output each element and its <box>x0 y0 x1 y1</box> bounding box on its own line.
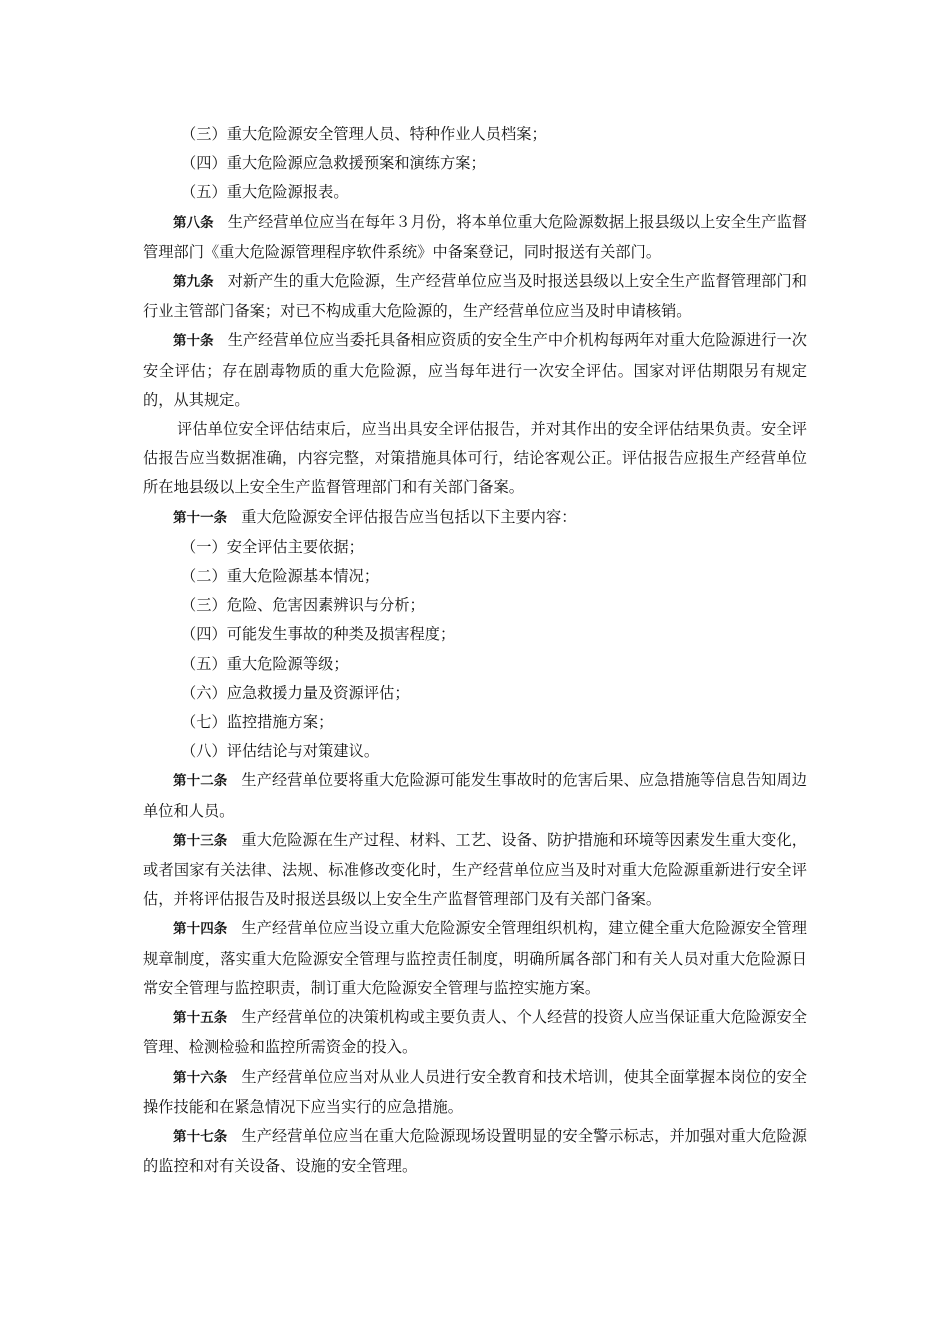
list-item: （四）可能发生事故的种类及损害程度； <box>181 625 456 644</box>
article-paragraph: 第十七条 生产经营单位应当在重大危险源现场设置明显的安全警示标志，并加强对重大危险源的监控和对有关设备、设施的安全管理。 <box>143 1126 807 1176</box>
article-label: 第九条 <box>173 274 214 291</box>
list-item: （七）监控措施方案； <box>181 713 334 732</box>
article-paragraph: 第八条 生产经营单位应当在每年３月份，将本单位重大危险源数据上报县级以上安全生产监督管理部门《重大危险源管理程序软件系统》中备案登记，同时报送有关部门。 <box>143 212 808 261</box>
list-item: （三）危险、危害因素辨识与分析； <box>181 596 425 615</box>
article-label: 第十四条 <box>173 921 228 938</box>
document-page <box>143 120 807 1181</box>
list-item: （一）安全评估主要依据； <box>181 537 364 556</box>
article-paragraph: 第十三条 重大危险源在生产过程、材料、工艺、设备、防护措施和环境等因素发生重大变化，或者国家有关法律、法规、标准修改变化时，生产经营单位应当及时对重大危险源重新进行安全评估，并将评估报告及时报送县级以上安全生产监督管理部门及有关部门备案。 <box>143 830 807 909</box>
article-paragraph: 第十条 生产经营单位应当委托具备相应资质的安全生产中介机构每两年对重大危险源进行一次安全评估；存在剧毒物质的重大危险源，应当每年进行一次安全评估。国家对评估期限另有规定的，从其规定。 <box>143 331 808 409</box>
article-label: 第十三条 <box>173 832 228 849</box>
article-paragraph: 第九条 对新产生的重大危险源，生产经营单位应当及时报送县级以上安全生产监督管理部门和行业主管部门备案；对已不构成重大危险源的，生产经营单位应当及时申请核销。 <box>143 272 808 321</box>
article-label: 第十二条 <box>173 773 228 790</box>
article-paragraph: 第十六条 生产经营单位应当对从业人员进行安全教育和技术培训，使其全面掌握本岗位的安全操作技能和在紧急情况下应当实行的应急措施。 <box>143 1067 807 1116</box>
article-paragraph: 第十一条 重大危险源安全评估报告应当包括以下主要内容： <box>173 507 577 526</box>
list-item: （三）重大危险源安全管理人员、特种作业人员档案； <box>181 125 547 143</box>
article-label: 第十一条 <box>173 509 228 526</box>
article-label: 第十五条 <box>173 1010 228 1027</box>
article-label: 第十条 <box>173 333 214 350</box>
list-item: （六）应急救援力量及资源评估； <box>181 683 410 702</box>
article-label: 第十六条 <box>173 1069 228 1086</box>
article-paragraph: 第十五条 生产经营单位的决策机构或主要负责人、个人经营的投资人应当保证重大危险源安全管理、检测检验和监控所需资金的投入。 <box>143 1008 807 1057</box>
list-item: （八）评估结论与对策建议。 <box>181 742 380 761</box>
list-item: （二）重大危险源基本情况； <box>181 567 380 586</box>
list-item: （五）重大危险源等级； <box>181 654 349 673</box>
article-paragraph: 第十二条 生产经营单位要将重大危险源可能发生事故时的危害后果、应急措施等信息告知周边单位和人员。 <box>143 771 807 820</box>
body-paragraph: 评估单位安全评估结束后，应当出具安全评估报告，并对其作出的安全评估结果负责。安全评估报告应当数据准确，内容完整，对策措施具体可行，结论客观公正。评估报告应报生产经营单位所在地县级以上安全生产监督管理部门和有关部门备案。 <box>143 420 807 497</box>
article-paragraph: 第十四条 生产经营单位应当设立重大危险源安全管理组织机构，建立健全重大危险源安全管理规章制度，落实重大危险源安全管理与监控责任制度，明确所属各部门和有关人员对重大危险源日常安全管理与监控职责，制订重大危险源安全管理与监控实施方案。 <box>143 919 807 997</box>
list-item: （四）重大危险源应急救援预案和演练方案； <box>181 154 486 173</box>
article-label: 第八条 <box>173 214 214 231</box>
article-label: 第十七条 <box>173 1128 228 1145</box>
list-item: （五）重大危险源报表。 <box>181 183 349 202</box>
